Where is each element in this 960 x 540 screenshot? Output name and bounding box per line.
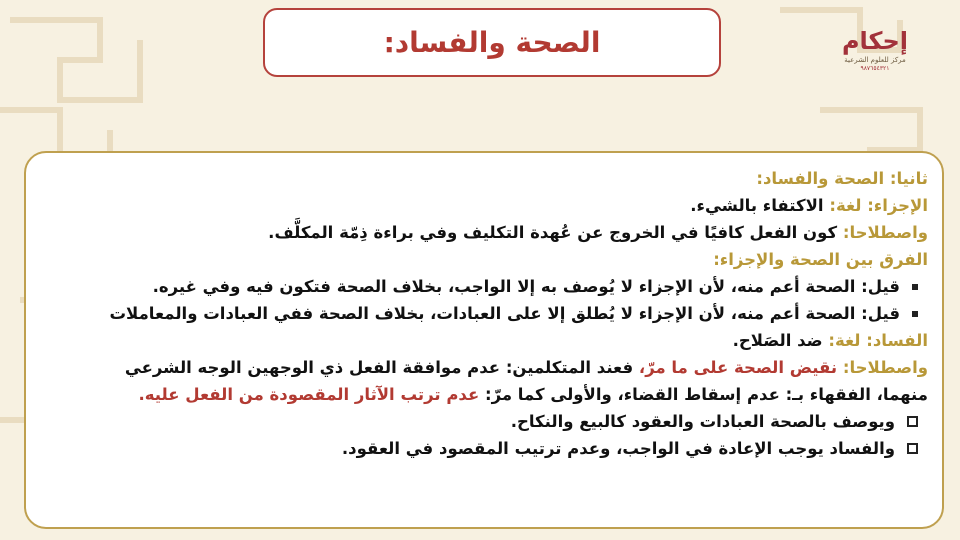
logo-subtitle: مركز للعلوم الشرعية: [844, 56, 906, 64]
logo: [842, 26, 908, 92]
ijza-term-text: كون الفعل كافيًا في الخروج عن عُهدة التكليف وفي براءة ذِمّة المكلَّف.: [268, 223, 838, 242]
square-bullet-icon: [912, 311, 918, 317]
square-bullet-icon: [912, 284, 918, 290]
fasad-lang-line: [40, 327, 928, 354]
check-item-text: والفساد يوجب الإعادة في الواجب، وعدم ترتيب المقصود في العقود.: [341, 439, 895, 458]
fasad-lang-text: ضد الصَلاح.: [732, 331, 823, 350]
ijza-lang-text: الاكتفاء بالشيء.: [690, 196, 824, 215]
content-box: [24, 151, 944, 529]
diff-item-text: قيل: الصحة أعم منه، لأن الإجزاء لا يُوصف به إلا الواجب، بخلاف الصحة فتكون فيه وفي غيره.: [152, 277, 900, 296]
fasad-fuqaha-line: [40, 381, 928, 408]
check-item-2: [40, 435, 928, 462]
check-item-1: [40, 408, 928, 435]
logo-number: ٩٨٧٦٥٤٣٢١: [860, 65, 890, 72]
page-title: الصحة والفساد:: [383, 26, 601, 59]
diff-item-2: [40, 300, 928, 327]
checkbox-bullet-icon: [907, 443, 918, 454]
ijza-lang-label: الإجزاء: لغة:: [829, 196, 928, 215]
ijza-lang-line: [40, 192, 928, 219]
logo-word: إحكام: [841, 27, 909, 55]
fasad-term-red: نقيض الصحة على ما مرّ،: [638, 358, 838, 377]
fasad-term-line: [40, 354, 928, 381]
fasad-fuqaha-red: عدم ترتب الآثار المقصودة من الفعل عليه.: [138, 385, 480, 404]
fasad-fuqaha-text: منهما، الفقهاء بـ: عدم إسقاط القضاء، والأولى كما مرّ:: [484, 385, 928, 404]
diff-item-1: [40, 273, 928, 300]
section-heading: ثانيا: الصحة والفساد:: [756, 169, 928, 188]
title-box: [263, 8, 721, 77]
diff-heading: الفرق بين الصحة والإجزاء:: [713, 250, 928, 269]
diff-item-text: قيل: الصحة أعم منه، لأن الإجزاء لا يُطلق إلا على العبادات، بخلاف الصحة ففي العبادات والمعاملات: [109, 304, 900, 323]
check-item-text: ويوصف بالصحة العبادات والعقود كالبيع والنكاح.: [510, 412, 895, 431]
ijza-term-label: واصطلاحا:: [842, 223, 928, 242]
fasad-lang-label: الفساد: لغة:: [828, 331, 928, 350]
ijza-term-line: [40, 219, 928, 246]
fasad-term-text: فعند المتكلمين: عدم موافقة الفعل ذي الوجهين الوجه الشرعي: [124, 358, 634, 377]
checkbox-bullet-icon: [907, 416, 918, 427]
fasad-term-label: واصطلاحا:: [842, 358, 928, 377]
